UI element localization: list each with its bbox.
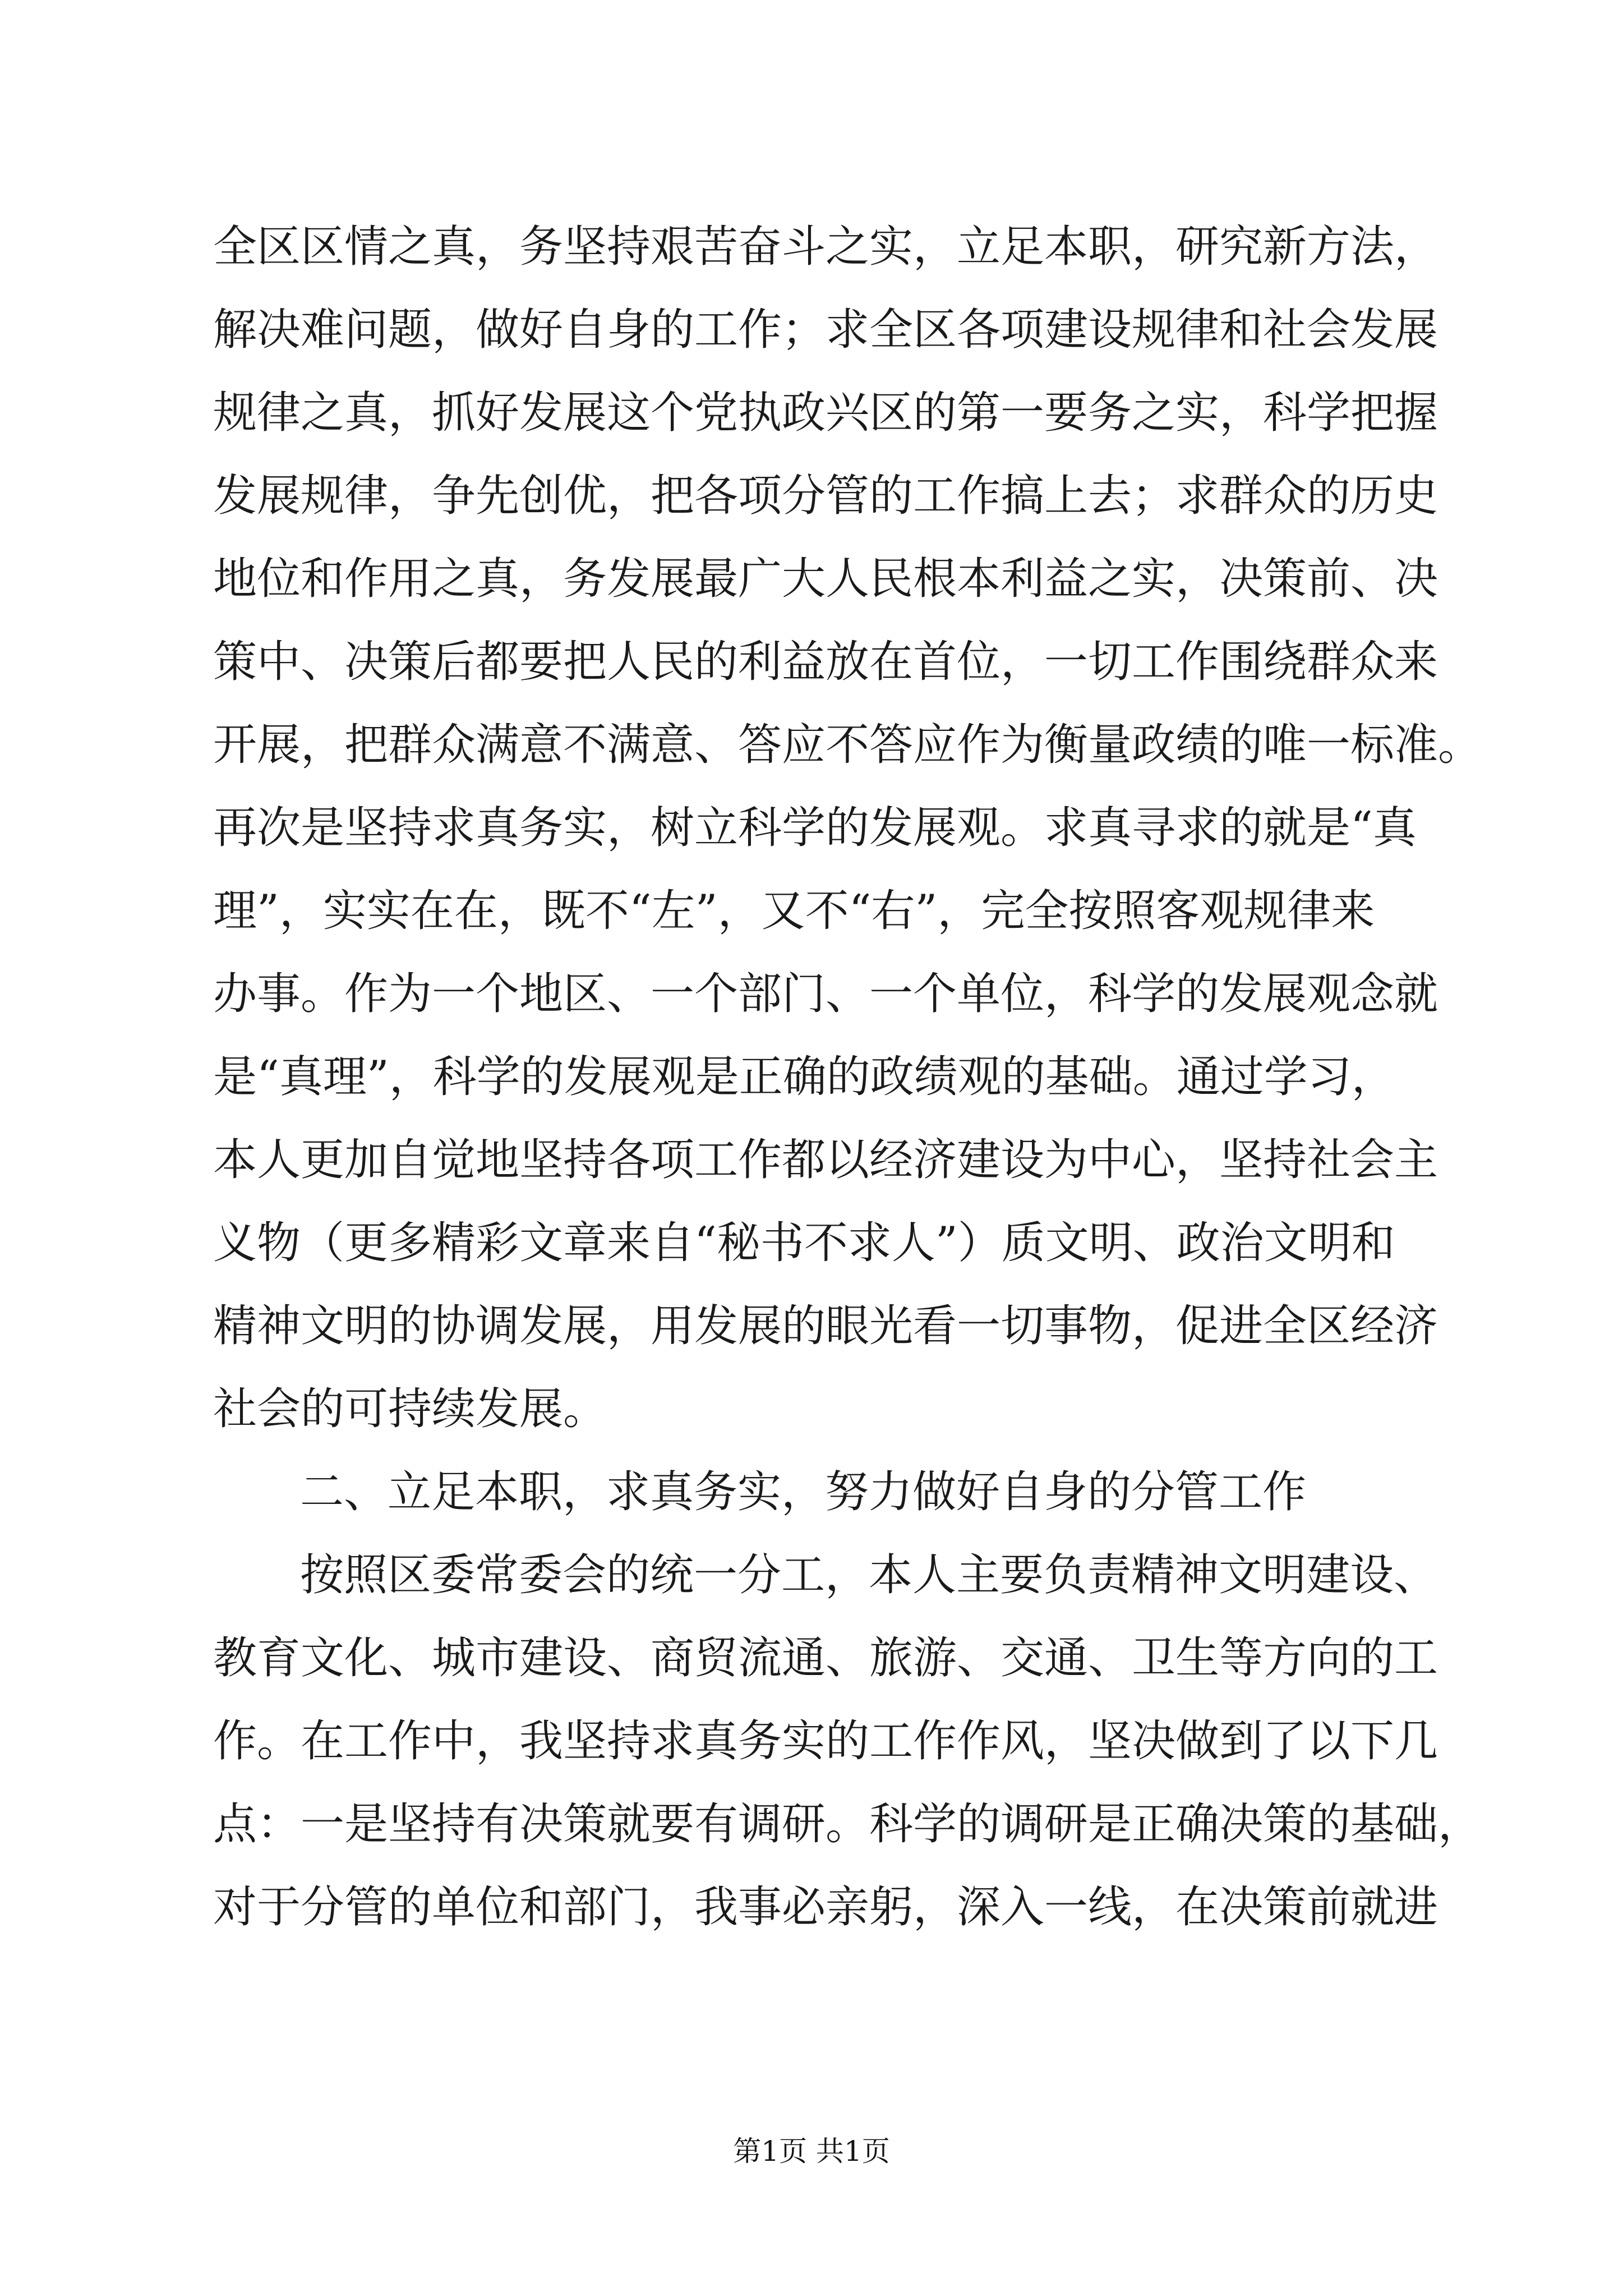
text-line: 按照区委常委会的统一分工，本人主要负责精神文明建设、: [300, 1550, 1438, 1600]
text-line: 义物（更多精彩文章来自“秘书不求人”）质文明、政治文明和: [213, 1218, 1395, 1268]
text-line: 解决难问题，做好自身的工作；求全区各项建设规律和社会发展: [213, 305, 1438, 355]
text-line: 教育文化、城市建设、商贸流通、旅游、交通、卫生等方向的工: [213, 1633, 1438, 1683]
text-line: 作。在工作中，我坚持求真务实的工作作风，坚决做到了以下几: [213, 1716, 1438, 1766]
text-line: 发展规律，争先创优，把各项分管的工作搞上去；求群众的历史: [213, 471, 1438, 521]
text-line: 点：一是坚持有决策就要有调研。科学的调研是正确决策的基础，: [213, 1799, 1482, 1849]
text-line: 地位和作用之真，务发展最广大人民根本利益之实，决策前、决: [213, 554, 1438, 604]
text-line: 办事。作为一个地区、一个部门、一个单位，科学的发展观念就: [213, 969, 1438, 1019]
section-heading: 二、立足本职，求真务实，努力做好自身的分管工作: [300, 1467, 1307, 1517]
text-line: 开展，把群众满意不满意、答应不答应作为衡量政绩的唯一标准。: [213, 720, 1482, 770]
text-line: 再次是坚持求真务实，树立科学的发展观。求真寻求的就是“真: [213, 803, 1417, 853]
text-line: 对于分管的单位和部门，我事必亲躬，深入一线，在决策前就进: [213, 1882, 1438, 1932]
text-line: 规律之真，抓好发展这个党执政兴区的第一要务之实，科学把握: [213, 388, 1438, 438]
text-line: 是“真理”，科学的发展观是正确的政绩观的基础。通过学习，: [213, 1052, 1395, 1102]
text-line: 策中、决策后都要把人民的利益放在首位，一切工作围绕群众来: [213, 637, 1438, 687]
page-footer: 第1页 共1页: [733, 2135, 890, 2168]
text-line: 理”，实实在在，既不“左”，又不“右”，完全按照客观规律来: [213, 886, 1375, 936]
text-line: 本人更加自觉地坚持各项工作都以经济建设为中心，坚持社会主: [213, 1135, 1438, 1185]
text-line: 精神文明的协调发展，用发展的眼光看一切事物，促进全区经济: [213, 1301, 1438, 1351]
text-line: 全区区情之真，务坚持艰苦奋斗之实，立足本职，研究新方法，: [213, 222, 1438, 272]
text-line: 社会的可持续发展。: [213, 1384, 607, 1434]
